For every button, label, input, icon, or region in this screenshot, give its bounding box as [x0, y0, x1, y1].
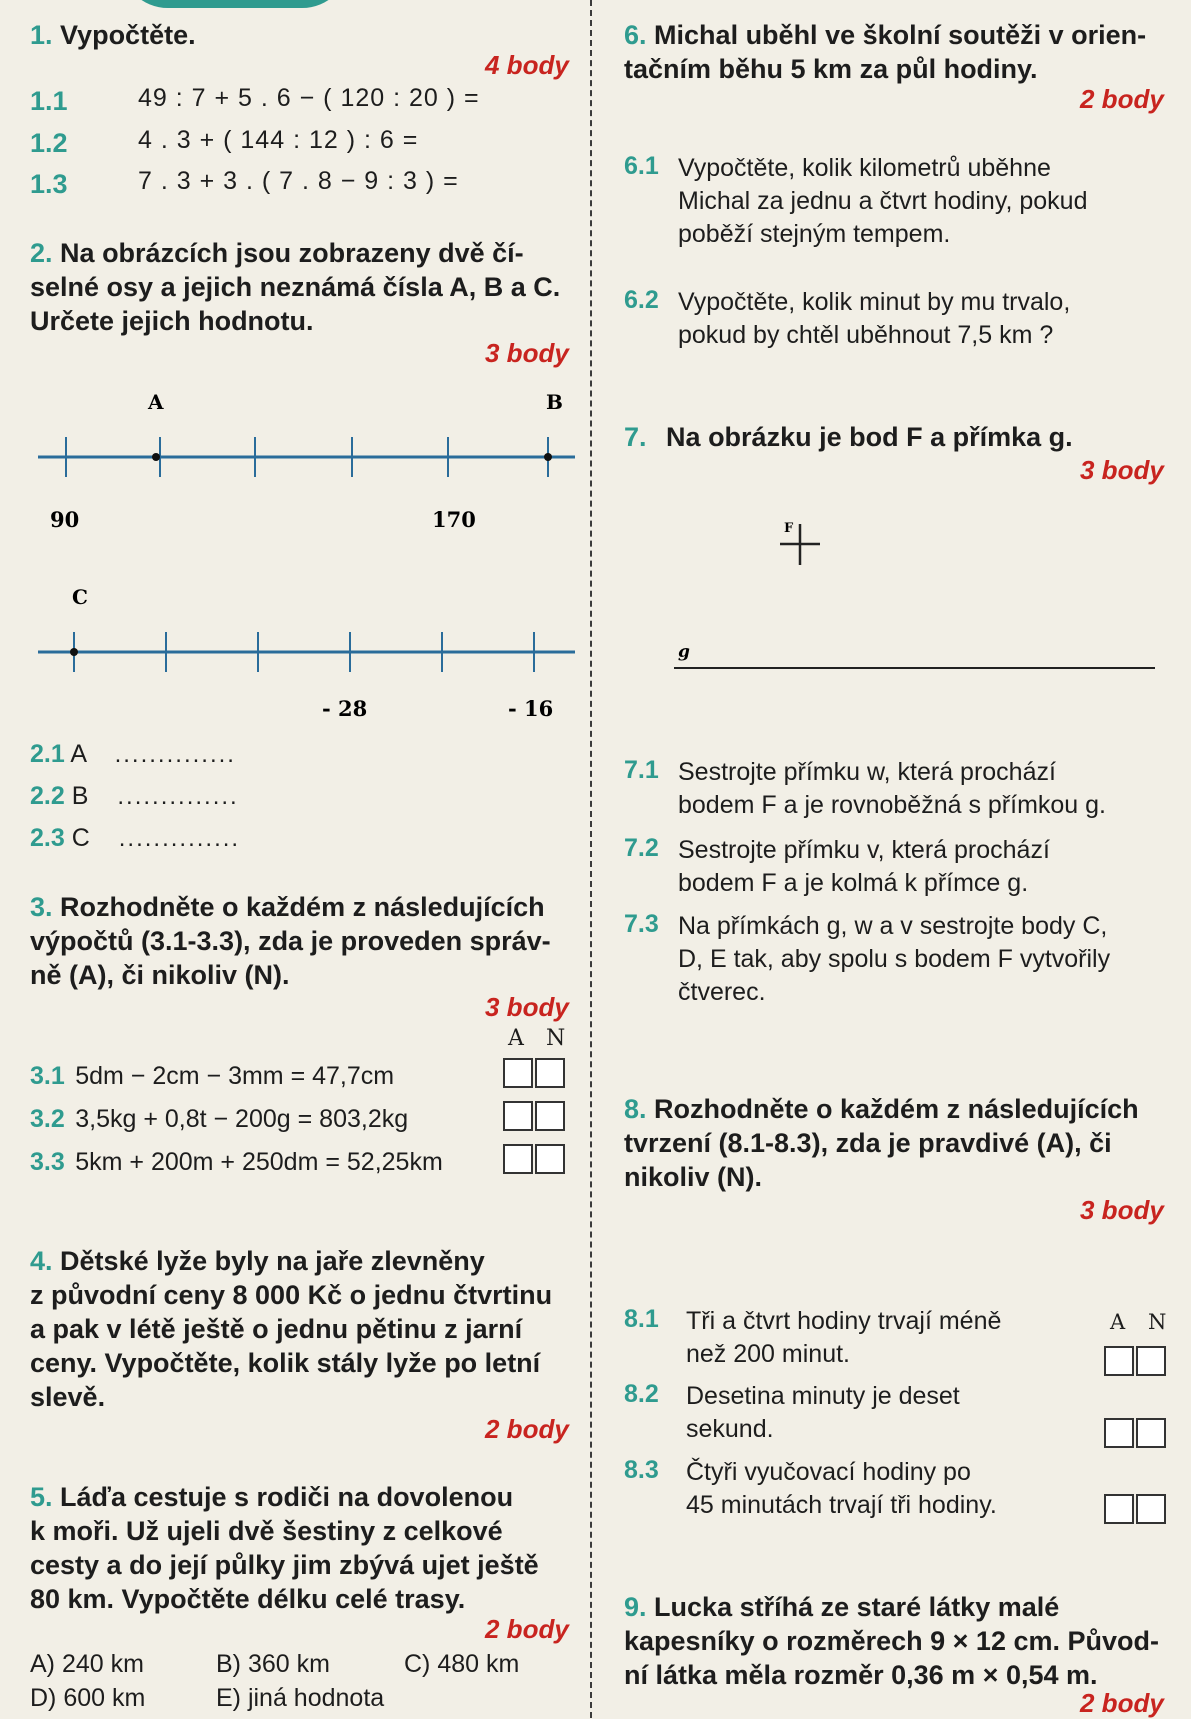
q9-points: 2 body [1080, 1688, 1164, 1718]
q9-line: Lucka stříhá ze staré látky malé [654, 1592, 1060, 1622]
axis-value: 90 [50, 507, 80, 532]
q5-number: 5. [30, 1482, 53, 1512]
q7-sub-line: čtverec. [678, 978, 766, 1006]
q2-line: selné osy a jejich neznámá čísla A, B a C. [30, 272, 561, 302]
q2-number: 2. [30, 238, 53, 268]
q2-answer-letter: C [71, 824, 90, 852]
q8-checkboxes [1104, 1346, 1168, 1376]
q3-number: 3. [30, 892, 53, 922]
q9-number: 9. [624, 1592, 647, 1622]
q6-sub-line: Vypočtěte, kolik minut by mu trvalo, [678, 288, 1071, 316]
axis-value: 170 [432, 507, 476, 532]
axis-label-c: C [72, 585, 88, 609]
q7-sub-text [678, 834, 1050, 900]
q1-item-expr: 4 . 3 + ( 144 : 12 ) : 6 = [138, 126, 419, 154]
q7-points: 3 body [1080, 455, 1164, 485]
q4-line: a pak v létě ještě o jednu pětinu z jarní [30, 1314, 523, 1344]
q9-line: kapesníky o rozměrech 9 × 12 cm. Původ- [624, 1626, 1159, 1656]
q8-checkboxes [1104, 1418, 1168, 1448]
q5-line: Láďa cestuje s rodiči na dovolenou [60, 1482, 514, 1512]
q8-item-line: 45 minutách trvají tři hodiny. [686, 1491, 997, 1519]
q3-line: výpočtů (3.1-3.3), zda je proveden správ- [30, 926, 551, 956]
q2-answer-letter: B [71, 782, 89, 810]
checkbox-a[interactable] [503, 1144, 533, 1174]
q8-line: nikoliv (N). [624, 1162, 763, 1192]
q7-title: Na obrázku je bod F a přímka g. [666, 422, 1073, 452]
q6-sub-line: Michal za jednu a čtvrt hodiny, pokud [678, 187, 1088, 215]
q3-item [30, 1146, 443, 1179]
q8-line: Rozhodněte o každém z následujících [654, 1094, 1139, 1124]
q3-item-id: 3.1 [30, 1062, 65, 1090]
q3-item-id: 3.3 [30, 1148, 65, 1176]
q7-sub-line: D, E tak, aby spolu s bodem F vytvořily [678, 945, 1111, 973]
q4-line: z původní ceny 8 000 Kč o jednu čtvrtinu [30, 1280, 553, 1310]
q6-sub-line: Vypočtěte, kolik kilometrů uběhne [678, 154, 1051, 182]
q3-line: Rozhodněte o každém z následujících [60, 892, 545, 922]
q3-col-n: N [546, 1026, 566, 1051]
number-axis-c [30, 580, 580, 720]
q8-item-line: Čtyři vyučovací hodiny po [686, 1458, 971, 1486]
q8-item-id: 8.3 [624, 1456, 659, 1484]
axis-value: - 28 [322, 696, 368, 720]
answer-blank[interactable]: .............. [114, 741, 236, 768]
q6-text [624, 18, 1146, 86]
q6-sub-line: pokud by chtěl uběhnout 7,5 km ? [678, 321, 1054, 349]
q3-checkboxes [503, 1058, 567, 1088]
q1-title: Vypočtěte. [60, 20, 196, 50]
q6-sub-line: poběží stejným tempem. [678, 220, 951, 248]
q3-line: ně (A), či nikoliv (N). [30, 960, 290, 990]
q5-option[interactable]: A) 240 km [30, 1650, 144, 1678]
q5-option[interactable]: E) jiná hodnota [216, 1684, 385, 1712]
q2-line: Na obrázcích jsou zobrazeny dvě čí- [60, 238, 524, 268]
q8-points: 3 body [1080, 1195, 1164, 1225]
checkbox-a[interactable] [1104, 1494, 1134, 1524]
q5-text [30, 1480, 539, 1616]
q6-points: 2 body [1080, 84, 1164, 114]
q7-sub-line: bodem F a je kolmá k přímce g. [678, 869, 1029, 897]
checkbox-a[interactable] [503, 1101, 533, 1131]
q4-points: 2 body [485, 1414, 569, 1444]
q2-line: Určete jejich hodnotu. [30, 306, 314, 336]
checkbox-n[interactable] [535, 1144, 565, 1174]
q2-answer-id: 2.3 [30, 824, 65, 852]
q7-sub-line: bodem F a je rovnoběžná s přímkou g. [678, 791, 1107, 819]
q2-answer-id: 2.2 [30, 782, 65, 810]
q8-item-line: sekund. [686, 1415, 774, 1443]
q6-number: 6. [624, 20, 647, 50]
q1-item-id: 1.2 [30, 128, 68, 158]
q4-line: slevě. [30, 1382, 106, 1412]
q8-item-line: než 200 minut. [686, 1340, 850, 1368]
q3-checkboxes [503, 1144, 567, 1174]
q2-answer-id: 2.1 [30, 740, 65, 768]
q6-subquestion [624, 152, 659, 181]
point-f-label: F [784, 521, 794, 536]
q7-subquestion [624, 834, 659, 863]
q8-item-text [686, 1456, 997, 1522]
q3-text [30, 890, 551, 992]
q7-sub-id: 7.1 [624, 756, 659, 784]
q5-option[interactable]: B) 360 km [216, 1650, 330, 1678]
checkbox-a[interactable] [1104, 1418, 1134, 1448]
q8-number: 8. [624, 1094, 647, 1124]
q5-line: k moři. Už ujeli dvě šestiny z celkové [30, 1516, 503, 1546]
q1-item-id: 1.3 [30, 169, 68, 199]
q8-item-id-wrap [624, 1380, 659, 1409]
q7-sub-line: Sestrojte přímku w, která prochází [678, 758, 1056, 786]
q7-sub-id: 7.2 [624, 834, 659, 862]
q3-points: 3 body [485, 992, 569, 1022]
q7-heading [624, 420, 1073, 454]
q4-line: ceny. Vypočtěte, kolik stály lyže po letní [30, 1348, 541, 1378]
q2-text [30, 236, 560, 338]
q2-answer-row [30, 738, 236, 771]
q6-line: Michal uběhl ve školní soutěži v orien- [654, 20, 1147, 50]
answer-blank[interactable]: .............. [118, 825, 241, 852]
checkbox-a[interactable] [1104, 1346, 1134, 1376]
q5-option[interactable]: C) 480 km [404, 1650, 520, 1678]
point-b [544, 453, 552, 461]
header-decoration [120, 0, 350, 8]
checkbox-n[interactable] [535, 1101, 565, 1131]
q9-text [624, 1590, 1159, 1692]
q5-line: 80 km. Vypočtěte délku celé trasy. [30, 1584, 466, 1614]
q8-item-id: 8.1 [624, 1305, 659, 1333]
q1-number: 1. [30, 20, 53, 50]
q5-line: cesty a do její půlky jim zbývá ujet ještě [30, 1550, 539, 1580]
q7-subquestion [624, 910, 659, 939]
axis-label-a: A [148, 390, 164, 414]
answer-blank[interactable]: .............. [117, 783, 239, 810]
q6-subquestion [624, 286, 659, 315]
q6-line: tačním běhu 5 km za půl hodiny. [624, 54, 1038, 84]
q9-line: ní látka měla rozměr 0,36 m × 0,54 m. [624, 1660, 1098, 1690]
q8-item-id-wrap [624, 1456, 659, 1485]
q7-sub-text [678, 756, 1106, 822]
column-divider [590, 0, 592, 1718]
q7-number: 7. [624, 422, 647, 452]
checkbox-n[interactable] [1136, 1418, 1166, 1448]
q6-sub-id: 6.1 [624, 152, 659, 180]
q8-col-a: A [1110, 1310, 1126, 1334]
q6-sub-text [678, 152, 1088, 251]
q2-points: 3 body [485, 338, 569, 368]
q8-line: tvrzení (8.1-8.3), zda je pravdivé (A), či [624, 1128, 1112, 1158]
q7-subquestion [624, 756, 659, 785]
q2-answer-row [30, 822, 240, 855]
q1-item-expr: 49 : 7 + 5 . 6 − ( 120 : 20 ) = [138, 84, 480, 112]
q4-text [30, 1244, 552, 1414]
q6-sub-text [678, 286, 1070, 352]
point-c [70, 648, 78, 656]
line-g-label: g [678, 642, 690, 662]
q7-sub-text [678, 910, 1110, 1009]
q1-item-id: 1.1 [30, 86, 68, 116]
q8-item-id: 8.2 [624, 1380, 659, 1408]
q5-option[interactable]: D) 600 km [30, 1684, 146, 1712]
q7-sub-id: 7.3 [624, 910, 659, 938]
q1-points: 4 body [485, 50, 569, 80]
number-axis-ab [30, 385, 580, 545]
q3-item [30, 1060, 394, 1093]
q4-number: 4. [30, 1246, 53, 1276]
q3-col-a: A [508, 1026, 524, 1051]
q4-line: Dětské lyže byly na jaře zlevněny [60, 1246, 485, 1276]
q7-sub-line: Na přímkách g, w a v sestrojte body C, [678, 912, 1108, 940]
checkbox-n[interactable] [1136, 1346, 1166, 1376]
q8-checkboxes [1104, 1494, 1168, 1524]
q8-item-line: Desetina minuty je deset [686, 1382, 960, 1410]
q1-item-expr: 7 . 3 + 3 . ( 7 . 8 − 9 : 3 ) = [138, 167, 459, 195]
q8-item-text [686, 1305, 1001, 1371]
q3-item-text: 5km + 200m + 250dm = 52,25km [75, 1148, 443, 1176]
q1-heading [30, 18, 196, 52]
q8-item-id-wrap [624, 1305, 659, 1334]
axis-value: - 16 [508, 696, 554, 720]
checkbox-n[interactable] [535, 1058, 565, 1088]
q8-text [624, 1092, 1139, 1194]
checkbox-a[interactable] [503, 1058, 533, 1088]
q6-sub-id: 6.2 [624, 286, 659, 314]
q7-sub-line: Sestrojte přímku v, která prochází [678, 836, 1050, 864]
q3-checkboxes [503, 1101, 567, 1131]
q8-col-n: N [1148, 1310, 1167, 1334]
q8-item-text [686, 1380, 960, 1446]
q3-item-text: 5dm − 2cm − 3mm = 47,7cm [75, 1062, 395, 1090]
point-a [152, 453, 160, 461]
checkbox-n[interactable] [1136, 1494, 1166, 1524]
q2-answer-row [30, 780, 239, 813]
q8-item-line: Tři a čtvrt hodiny trvají méně [686, 1307, 1002, 1335]
point-line-figure [660, 510, 1170, 680]
q3-item-text: 3,5kg + 0,8t − 200g = 803,2kg [75, 1105, 409, 1133]
q3-item [30, 1103, 408, 1136]
q2-answer-letter: A [70, 740, 86, 768]
q3-item-id: 3.2 [30, 1105, 65, 1133]
q5-points: 2 body [485, 1614, 569, 1644]
axis-label-b: B [546, 390, 563, 414]
